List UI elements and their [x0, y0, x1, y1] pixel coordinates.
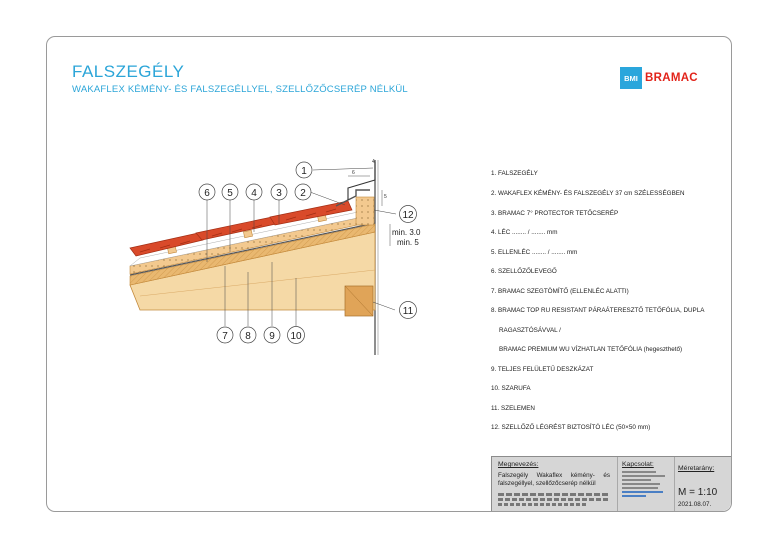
callout-9: [264, 327, 280, 343]
dim-5-label: 5: [384, 194, 387, 200]
fine-print: [498, 493, 610, 506]
bramac-wordmark: BRAMAC: [645, 72, 698, 84]
svg-text:5: 5: [227, 188, 233, 199]
svg-text:8: 8: [245, 331, 251, 342]
date-value: 2021.08.07.: [678, 501, 712, 508]
callout-7: [217, 327, 233, 343]
legend-item: 3. BRAMAC 7° PROTECTOR TETŐCSERÉP: [491, 210, 619, 217]
svg-text:4: 4: [251, 188, 257, 199]
svg-text:3: 3: [276, 188, 282, 199]
legend-item: 6. SZELLŐZŐLEVEGŐ: [491, 268, 557, 275]
svg-text:12: 12: [402, 210, 414, 221]
batten-2: [243, 230, 252, 238]
dim-6-label: 6: [352, 170, 355, 176]
callout-12: [400, 206, 417, 223]
title-block-divider: [674, 457, 675, 511]
legend-item: 2. WAKAFLEX KÉMÉNY- ÉS FALSZEGÉLY 37 cm SZÉLESSÉGBEN: [491, 190, 685, 197]
legend-item: 9. TELJES FELÜLETŰ DESZKÁZAT: [491, 366, 594, 373]
legend-item: BRAMAC PREMIUM WU VÍZHATLAN TETŐFÓLIA (hegeszthető): [499, 346, 683, 353]
svg-text:11: 11: [402, 306, 414, 317]
legend-item: 8. BRAMAC TOP RU RESISTANT PÁRAÁTERESZTŐ TETŐFÓLIA, DUPLA: [491, 307, 705, 314]
page-title: FALSZEGÉLY: [72, 62, 185, 81]
svg-text:7: 7: [222, 331, 228, 342]
contact-fine-print: [622, 471, 670, 497]
svg-text:6: 6: [204, 188, 210, 199]
callout-5: [222, 184, 238, 200]
legend-item: 5. ELLENLÉC ........ / ........ mm: [491, 249, 578, 256]
callout-4: [246, 184, 262, 200]
megnevezes-label: Megnevezés:: [498, 461, 539, 468]
title-block-divider: [617, 457, 618, 511]
page-subtitle: WAKAFLEX KÉMÉNY- ÉS FALSZEGÉLLYEL, SZELLŐZŐCSERÉP NÉLKÜL: [72, 84, 408, 95]
callout-2: [295, 184, 311, 200]
roof-detail-drawing: [100, 140, 490, 370]
title-block: [491, 456, 731, 511]
dim-min5-label: min. 5: [397, 238, 419, 247]
callout-8: [240, 327, 256, 343]
wall-flashing: [348, 162, 375, 200]
legend-item: 4. LÉC ........ / ........ mm: [491, 229, 558, 236]
legend-item: 10. SZARUFA: [491, 385, 531, 392]
legend-item: RAGASZTÓSÁVVAL /: [499, 327, 561, 334]
svg-text:9: 9: [269, 331, 275, 342]
dim-4-label: 4: [372, 159, 375, 165]
meretarany-label: Méretarány:: [678, 465, 715, 472]
dim-min30-label: min. 3.0: [392, 228, 421, 237]
svg-text:1: 1: [301, 166, 307, 177]
svg-text:10: 10: [290, 331, 302, 342]
kapcsolat-label: Kapcsolat:: [622, 461, 654, 468]
legend-item: 1. FALSZEGÉLY: [491, 170, 538, 177]
legend-item: 11. SZELEMEN: [491, 405, 535, 412]
scale-value: M = 1:10: [678, 487, 718, 498]
callout-11: [400, 302, 417, 319]
vent-batten-dots: [356, 197, 374, 225]
callout-1: [296, 162, 312, 178]
bmi-bramac-logo: [620, 67, 698, 89]
callout-6: [199, 184, 215, 200]
svg-text:2: 2: [300, 188, 306, 199]
callout-10: [288, 327, 305, 344]
megnevezes-value: Falszegély Wakaflex kémény- és falszegéllyel, szellőzőcserép nélkül: [498, 472, 610, 487]
legend-item: 12. SZELLŐZŐ LÉGRÉST BIZTOSÍTÓ LÉC (50×50 mm): [491, 424, 651, 431]
legend-item: 7. BRAMAC SZEGTÖMÍTŐ (ELLENLÉC ALATTI): [491, 288, 629, 295]
callout-3: [271, 184, 287, 200]
bmi-logo-mark: BMI: [620, 67, 642, 89]
